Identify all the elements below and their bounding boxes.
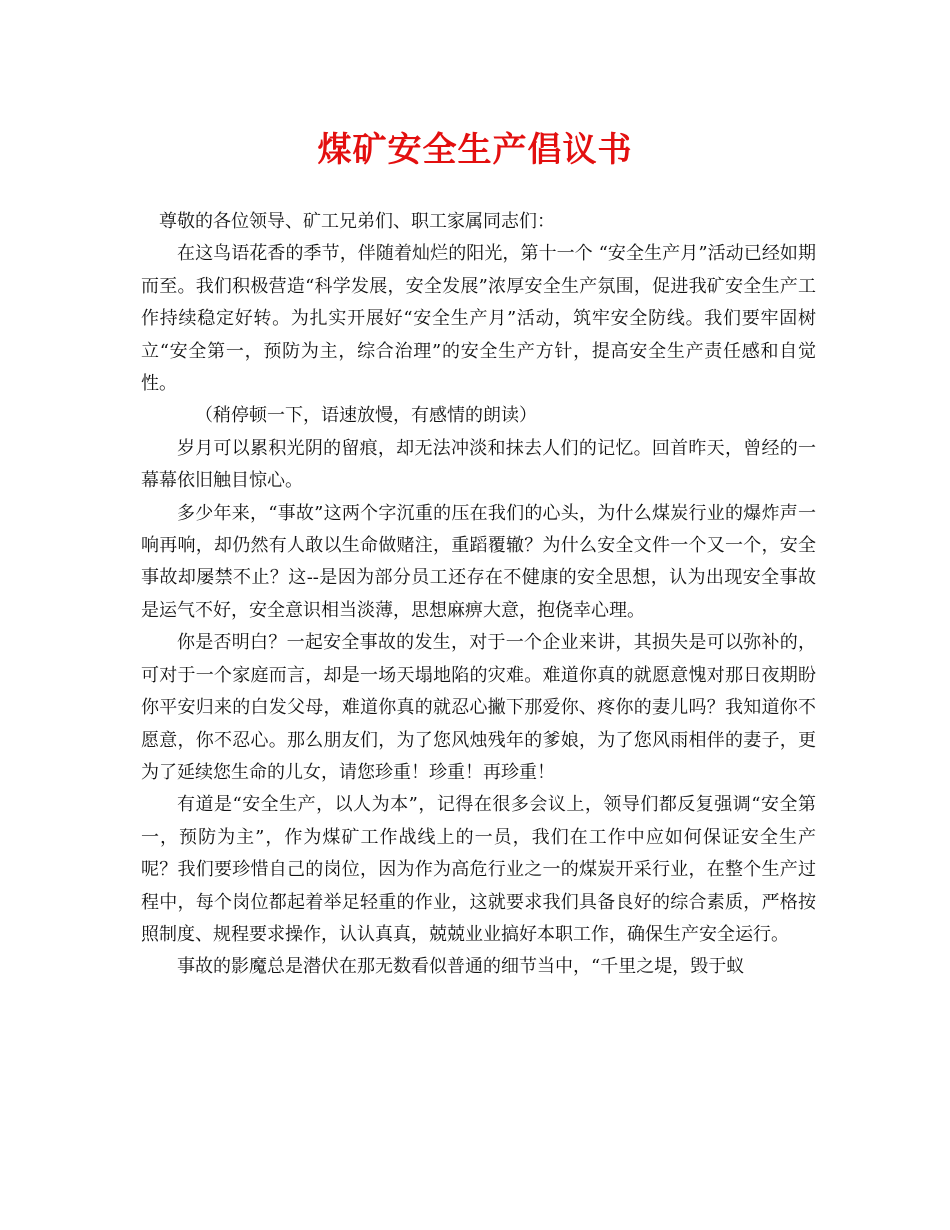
document-title: 煤矿安全生产倡议书 xyxy=(317,130,633,170)
paragraph-intro: 在这鸟语花香的季节，伴随着灿烂的阳光，第十一个 “安全生产月”活动已经如期而至。我们积极营造“科学发展，安全发展”浓厚安全生产氛围，促进我矿安全生产工作持续稳定好转。为扎实开展好“安全生产月”活动，筑牢安全防线。我们要牢固树立“安全第一，预防为主，综合治理”的安全生产方针，提高安全生产责任感和自觉性。 xyxy=(141,243,816,395)
paragraph-accidents: 多少年来，“事故”这两个字沉重的压在我们的心头，为什么煤炭行业的爆炸声一响再响，却仍然有人敢以生命做赌注，重蹈覆辙？为什么安全文件一个又一个，安全事故却屡禁不止？这--是因为部分员工还存在不健康的安全思想，认为出现安全事故是运气不好，安全意识相当淡薄，思想麻痹大意，抱侥幸心理。 xyxy=(141,502,816,621)
paragraph-memory: 岁月可以累积光阴的留痕，却无法冲淡和抹去人们的记忆。回首昨天，曾经的一幕幕依旧触目惊心。 xyxy=(141,437,816,492)
paragraph-details: 事故的影魔总是潜伏在那无数看似普通的细节当中，“千里之堤，毁于蚁 xyxy=(177,956,745,978)
document-body xyxy=(141,206,816,984)
paragraph-family: 你是否明白？一起安全事故的发生，对于一个企业来讲，其损失是可以弥补的，可对于一个家庭而言，却是一场天塌地陷的灾难。难道你真的就愿意愧对那日夜期盼你平安归来的白发父母，难道你真的就忍心撇下那爱你、疼你的妻儿吗？我知道你不愿意，你不忍心。那么朋友们，为了您风烛残年的爹娘，为了您风雨相伴的妻子，更为了延续您生命的儿女，请您珍重！珍重！再珍重！ xyxy=(141,632,816,783)
stage-direction: （稍停顿一下，语速放慢，有感情的朗读） xyxy=(195,405,537,427)
salutation: 尊敬的各位领导、矿工兄弟们、职工家属同志们： xyxy=(159,211,555,232)
paragraph-people-first: 有道是“安全生产，以人为本”，记得在很多会议上，领导们都反复强调“安全第一，预防为主”，作为煤矿工作战线上的一员，我们在工作中应如何保证安全生产呢？我们要珍惜自己的岗位，因为作为高危行业之一的煤炭开采行业，在整个生产过程中，每个岗位都起着举足轻重的作业，这就要求我们具备良好的综合素质，严格按照制度、规程要求操作，认认真真，兢兢业业搞好本职工作，确保生产安全运行。 xyxy=(141,794,816,945)
